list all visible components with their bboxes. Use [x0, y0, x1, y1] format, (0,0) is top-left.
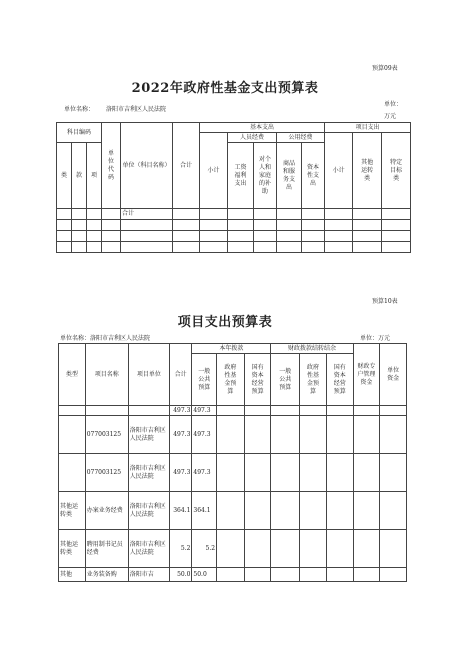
- table-row: 497.3 497.3: [59, 406, 407, 416]
- h2-current: 本年拨款: [192, 344, 271, 354]
- table2-unit-line: 单位名称：洛阳市吉利区人民法院: [60, 335, 151, 342]
- h2-carry: 财政拨款结转结余: [271, 344, 353, 354]
- table2-money-unit: 单位：万元: [360, 335, 391, 342]
- header-other: 其他运转类: [353, 133, 382, 209]
- header-personnel: 人员经费: [228, 133, 277, 143]
- header-subject-code: 科目编码: [57, 123, 102, 143]
- table1-unit-name: 洛阳市吉利区人民法院: [106, 106, 167, 113]
- header-specific: 特定目标类: [382, 133, 411, 209]
- row-total-label: 合计: [121, 209, 173, 220]
- h2-state: 国有资本经营预算: [244, 354, 271, 406]
- h2-unit: 项目单位: [128, 344, 169, 406]
- header-capital: 资本性支出: [302, 143, 325, 209]
- table-row: 其他运转类 聘用制书记员经费 洛阳市吉利区人民法院 5.2 5.2: [59, 530, 407, 568]
- table2-title: 项目支出预算表: [177, 315, 273, 330]
- header-unit-subject: 单位（科目名称）: [121, 123, 173, 209]
- table-row: 077003125 洛阳市吉利区人民法院 497.3 497.3: [59, 454, 407, 492]
- header-kuan: 款: [72, 143, 87, 209]
- h2-name: 项目名称: [85, 344, 128, 406]
- table-row: 其他运转类 办案业务经费 洛阳市吉利区人民法院 364.1 364.1: [59, 492, 407, 530]
- h2-self: 单位资金: [380, 344, 407, 406]
- table1-unit-label: 单位名称：: [64, 106, 95, 113]
- header-xiang: 项: [87, 143, 102, 209]
- table2: [58, 343, 407, 582]
- h2-general: 一般公共预算: [192, 354, 217, 406]
- header-project: 项目支出: [325, 123, 411, 133]
- table2-code: 预算10表: [372, 298, 398, 305]
- h2-total: 合计: [169, 344, 192, 406]
- h2-state2: 国有资本经营预算: [326, 354, 353, 406]
- header-subtotal: 小计: [200, 133, 228, 209]
- header-total: 合计: [173, 123, 200, 209]
- h2-type: 类型: [59, 344, 86, 406]
- table1-money-unit: 万元: [384, 113, 397, 120]
- table1-title: 2022年政府性基金支出预算表: [131, 81, 319, 96]
- h2-fund2: 政府性基金预算: [300, 354, 327, 406]
- table1-code: 预算09表: [372, 65, 398, 72]
- header-wage: 工资福利支出: [228, 143, 254, 209]
- header-subsidy: 对个人和家庭的补助: [254, 143, 277, 209]
- header-goods: 商品和服务支出: [277, 143, 302, 209]
- table-row: 077003125 洛阳市吉利区人民法院 497.3 497.3: [59, 416, 407, 454]
- h2-general2: 一般公共预算: [271, 354, 300, 406]
- header-basic: 基本支出: [200, 123, 325, 133]
- h2-fund: 政府性基金预算: [217, 354, 245, 406]
- h2-special: 财政专户管理资金: [353, 344, 380, 406]
- table-row: 其他 业务装备购 洛阳市吉 50.0 50.0: [59, 568, 407, 582]
- header-unit-code: 单位代码: [102, 123, 121, 209]
- header-project-subtotal: 小计: [325, 133, 353, 209]
- header-lei: 类: [57, 143, 72, 209]
- header-public: 公用经费: [277, 133, 325, 143]
- table1: [56, 122, 411, 253]
- table1-money-unit-label: 单位：: [384, 101, 403, 108]
